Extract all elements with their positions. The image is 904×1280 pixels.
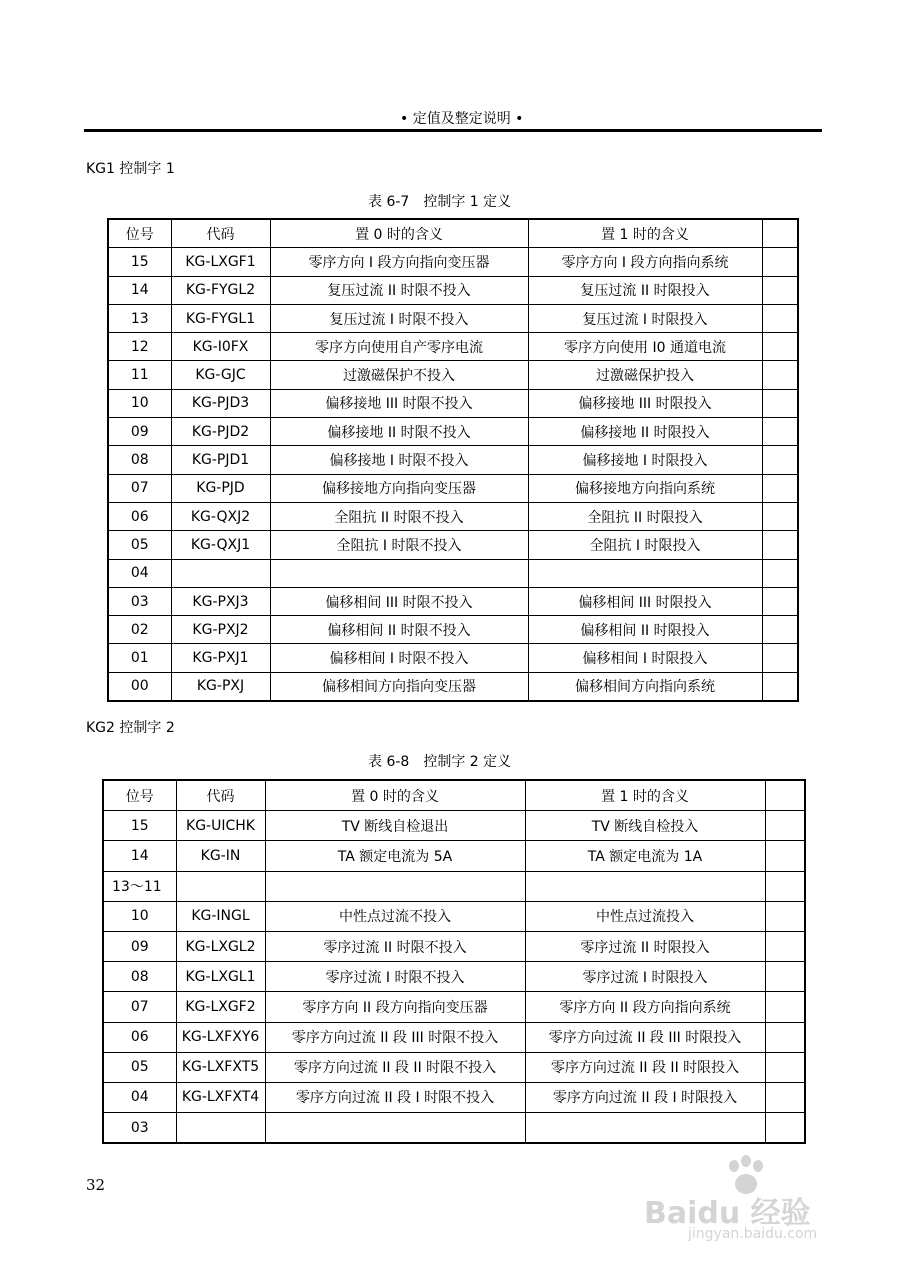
- table-row: [108, 672, 798, 701]
- table-cell: [762, 616, 798, 644]
- table-cell: KG-UICHK: [176, 811, 265, 841]
- table-row: [108, 418, 798, 446]
- table-cell: [762, 502, 798, 530]
- watermark-url: jingyan.baidu.com: [688, 1226, 818, 1242]
- table-cell: KG-IN: [176, 841, 265, 871]
- table-cell: KG-GJC: [171, 361, 270, 389]
- table-cell: 偏移相间方向指向变压器: [270, 672, 528, 701]
- table-row: [108, 446, 798, 474]
- table-row: [108, 389, 798, 417]
- table-cell: 零序方向 II 段方向指向系统: [525, 992, 765, 1022]
- table-cell: 偏移相间 I 时限不投入: [270, 644, 528, 672]
- column-header: 置 1 时的含义: [528, 219, 762, 248]
- table-cell: 11: [108, 361, 171, 389]
- table-cell: 08: [103, 962, 176, 992]
- table-cell: 零序方向 II 段方向指向变压器: [265, 992, 525, 1022]
- table-cell: 13～11: [103, 871, 176, 901]
- table-cell: [765, 901, 805, 931]
- table-cell: 偏移接地 III 时限不投入: [270, 389, 528, 417]
- table-cell: 零序方向过流 II 段 I 时限投入: [525, 1082, 765, 1112]
- table-cell: TA 额定电流为 1A: [525, 841, 765, 871]
- table-cell: 复压过流 I 时限投入: [528, 304, 762, 332]
- table-cell: 零序过流 I 时限不投入: [265, 962, 525, 992]
- table-cell: KG-LXFXT4: [176, 1082, 265, 1112]
- table-cell: [765, 811, 805, 841]
- table-cell: KG-LXGL1: [176, 962, 265, 992]
- table-cell: 15: [103, 811, 176, 841]
- column-header: 置 0 时的含义: [270, 219, 528, 248]
- table-cell: [265, 1113, 525, 1144]
- table-cell: [765, 962, 805, 992]
- column-header: 代码: [171, 219, 270, 248]
- table-cell: KG-PJD2: [171, 418, 270, 446]
- table-cell: KG-LXFXY6: [176, 1022, 265, 1052]
- table-cell: [176, 1113, 265, 1144]
- table-cell: 偏移接地 III 时限投入: [528, 389, 762, 417]
- table-cell: [762, 559, 798, 587]
- table-cell: 09: [103, 931, 176, 961]
- table-cell: 零序过流 II 时限投入: [525, 931, 765, 961]
- table-cell: 零序方向过流 II 段 II 时限不投入: [265, 1052, 525, 1082]
- baidu-jingyan-watermark: [644, 1154, 854, 1250]
- table-cell: 偏移相间 II 时限投入: [528, 616, 762, 644]
- table-cell: KG-QXJ2: [171, 502, 270, 530]
- table-cell: [765, 931, 805, 961]
- control-word-1-table: [107, 218, 799, 702]
- table-cell: 偏移接地方向指向系统: [528, 474, 762, 502]
- table-row: [108, 333, 798, 361]
- table-row: [108, 502, 798, 530]
- table-cell: 复压过流 I 时限不投入: [270, 304, 528, 332]
- table-cell: 零序过流 I 时限投入: [525, 962, 765, 992]
- table-row: [108, 248, 798, 276]
- table-cell: 零序方向过流 II 段 II 时限投入: [525, 1052, 765, 1082]
- table-row: [103, 871, 805, 901]
- column-header: 位号: [103, 780, 176, 811]
- running-header: • 定值及整定说明 •: [400, 111, 524, 127]
- table-cell: KG-PXJ: [171, 672, 270, 701]
- table-cell: KG-LXGL2: [176, 931, 265, 961]
- table-cell: KG-QXJ1: [171, 531, 270, 559]
- table-row: [103, 962, 805, 992]
- table-cell: 06: [108, 502, 171, 530]
- table-row: [108, 531, 798, 559]
- table-cell: [762, 587, 798, 615]
- table-cell: 04: [103, 1082, 176, 1112]
- column-header: 位号: [108, 219, 171, 248]
- table-cell: [765, 841, 805, 871]
- watermark-brand: Baidu 经验: [644, 1196, 811, 1231]
- table-cell: 偏移相间 III 时限投入: [528, 587, 762, 615]
- table-cell: 零序方向过流 II 段 III 时限投入: [525, 1022, 765, 1052]
- table-cell: TV 断线自检投入: [525, 811, 765, 841]
- table-cell: [265, 871, 525, 901]
- table-cell: 12: [108, 333, 171, 361]
- table-row: [108, 276, 798, 304]
- column-header: 置 0 时的含义: [265, 780, 525, 811]
- header-rule: [84, 129, 822, 132]
- table-cell: 10: [108, 389, 171, 417]
- table-cell: [762, 446, 798, 474]
- control-word-2-table-body: [103, 780, 805, 1143]
- table-row: [108, 644, 798, 672]
- table-row: [108, 361, 798, 389]
- table-header-row: [103, 780, 805, 811]
- table-cell: 09: [108, 418, 171, 446]
- table-caption-6-7: 表 6-7 控制字 1 定义: [368, 194, 512, 210]
- table-row: [103, 841, 805, 871]
- table-row: [103, 1052, 805, 1082]
- column-header: [765, 780, 805, 811]
- table-cell: [765, 1022, 805, 1052]
- table-cell: 偏移相间 I 时限投入: [528, 644, 762, 672]
- table-cell: [525, 1113, 765, 1144]
- column-header: 置 1 时的含义: [525, 780, 765, 811]
- table-row: [108, 616, 798, 644]
- table-cell: 04: [108, 559, 171, 587]
- table-cell: KG-LXGF1: [171, 248, 270, 276]
- table-cell: 05: [103, 1052, 176, 1082]
- table-cell: [765, 1082, 805, 1112]
- table-cell: [765, 1113, 805, 1144]
- table-cell: 过激磁保护不投入: [270, 361, 528, 389]
- table-cell: 14: [108, 276, 171, 304]
- table-cell: 偏移接地 I 时限不投入: [270, 446, 528, 474]
- control-word-2-table: [102, 779, 806, 1144]
- table-cell: KG-INGL: [176, 901, 265, 931]
- table-cell: [765, 871, 805, 901]
- table-row: [103, 931, 805, 961]
- column-header: 代码: [176, 780, 265, 811]
- table-cell: 13: [108, 304, 171, 332]
- table-cell: 14: [103, 841, 176, 871]
- table-cell: KG-FYGL2: [171, 276, 270, 304]
- table-cell: [176, 871, 265, 901]
- table-cell: 偏移接地 I 时限投入: [528, 446, 762, 474]
- table-cell: KG-PJD: [171, 474, 270, 502]
- table-cell: 全阻抗 II 时限投入: [528, 502, 762, 530]
- table-row: [108, 587, 798, 615]
- table-row: [108, 474, 798, 502]
- table-cell: [765, 992, 805, 1022]
- table-cell: [762, 361, 798, 389]
- table-cell: [528, 559, 762, 587]
- control-word-1-table-body: [108, 219, 798, 701]
- table-cell: 过激磁保护投入: [528, 361, 762, 389]
- table-cell: 偏移相间 II 时限不投入: [270, 616, 528, 644]
- table-cell: KG-PJD1: [171, 446, 270, 474]
- table-row: [103, 992, 805, 1022]
- table-cell: 00: [108, 672, 171, 701]
- table-cell: 03: [108, 587, 171, 615]
- table-cell: [762, 531, 798, 559]
- table-cell: 零序过流 II 时限不投入: [265, 931, 525, 961]
- table-cell: 零序方向使用自产零序电流: [270, 333, 528, 361]
- table-row: [108, 304, 798, 332]
- table-caption-6-8: 表 6-8 控制字 2 定义: [368, 754, 512, 770]
- table-cell: KG-PXJ3: [171, 587, 270, 615]
- table-cell: 07: [108, 474, 171, 502]
- table-cell: 偏移相间方向指向系统: [528, 672, 762, 701]
- table-cell: 偏移接地 II 时限投入: [528, 418, 762, 446]
- table-cell: [171, 559, 270, 587]
- table-cell: [762, 304, 798, 332]
- table-row: [103, 901, 805, 931]
- table-cell: 中性点过流不投入: [265, 901, 525, 931]
- table-cell: 03: [103, 1113, 176, 1144]
- table-cell: 08: [108, 446, 171, 474]
- table-row: [108, 559, 798, 587]
- table-cell: 05: [108, 531, 171, 559]
- table-cell: KG-PXJ1: [171, 644, 270, 672]
- table-cell: 零序方向使用 I0 通道电流: [528, 333, 762, 361]
- table-cell: KG-FYGL1: [171, 304, 270, 332]
- section-heading-kg2: KG2 控制字 2: [86, 720, 175, 736]
- page-number: 32: [86, 1176, 106, 1194]
- table-cell: 07: [103, 992, 176, 1022]
- table-cell: [762, 389, 798, 417]
- table-cell: KG-PXJ2: [171, 616, 270, 644]
- table-cell: 零序方向过流 II 段 III 时限不投入: [265, 1022, 525, 1052]
- table-row: [103, 1113, 805, 1144]
- table-cell: 全阻抗 II 时限不投入: [270, 502, 528, 530]
- table-cell: KG-PJD3: [171, 389, 270, 417]
- table-cell: [762, 276, 798, 304]
- table-cell: KG-I0FX: [171, 333, 270, 361]
- table-cell: 偏移接地 II 时限不投入: [270, 418, 528, 446]
- table-cell: [762, 644, 798, 672]
- table-cell: 中性点过流投入: [525, 901, 765, 931]
- table-cell: [762, 418, 798, 446]
- table-cell: 02: [108, 616, 171, 644]
- table-cell: 复压过流 II 时限投入: [528, 276, 762, 304]
- table-row: [103, 811, 805, 841]
- table-cell: KG-LXFXT5: [176, 1052, 265, 1082]
- table-cell: [765, 1052, 805, 1082]
- table-cell: 零序方向 I 段方向指向系统: [528, 248, 762, 276]
- table-cell: TA 额定电流为 5A: [265, 841, 525, 871]
- table-cell: 15: [108, 248, 171, 276]
- table-row: [103, 1022, 805, 1052]
- table-cell: [762, 333, 798, 361]
- table-cell: 06: [103, 1022, 176, 1052]
- table-cell: 零序方向 I 段方向指向变压器: [270, 248, 528, 276]
- table-header-row: [108, 219, 798, 248]
- table-cell: 偏移接地方向指向变压器: [270, 474, 528, 502]
- table-cell: TV 断线自检退出: [265, 811, 525, 841]
- table-cell: 全阻抗 I 时限投入: [528, 531, 762, 559]
- table-cell: 01: [108, 644, 171, 672]
- table-cell: 10: [103, 901, 176, 931]
- table-cell: [762, 474, 798, 502]
- column-header: [762, 219, 798, 248]
- table-cell: KG-LXGF2: [176, 992, 265, 1022]
- section-heading-kg1: KG1 控制字 1: [86, 161, 175, 177]
- table-cell: [525, 871, 765, 901]
- table-cell: [762, 672, 798, 701]
- table-cell: [762, 248, 798, 276]
- table-cell: 全阻抗 I 时限不投入: [270, 531, 528, 559]
- table-row: [103, 1082, 805, 1112]
- table-cell: [270, 559, 528, 587]
- table-cell: 复压过流 II 时限不投入: [270, 276, 528, 304]
- table-cell: 零序方向过流 II 段 I 时限不投入: [265, 1082, 525, 1112]
- table-cell: 偏移相间 III 时限不投入: [270, 587, 528, 615]
